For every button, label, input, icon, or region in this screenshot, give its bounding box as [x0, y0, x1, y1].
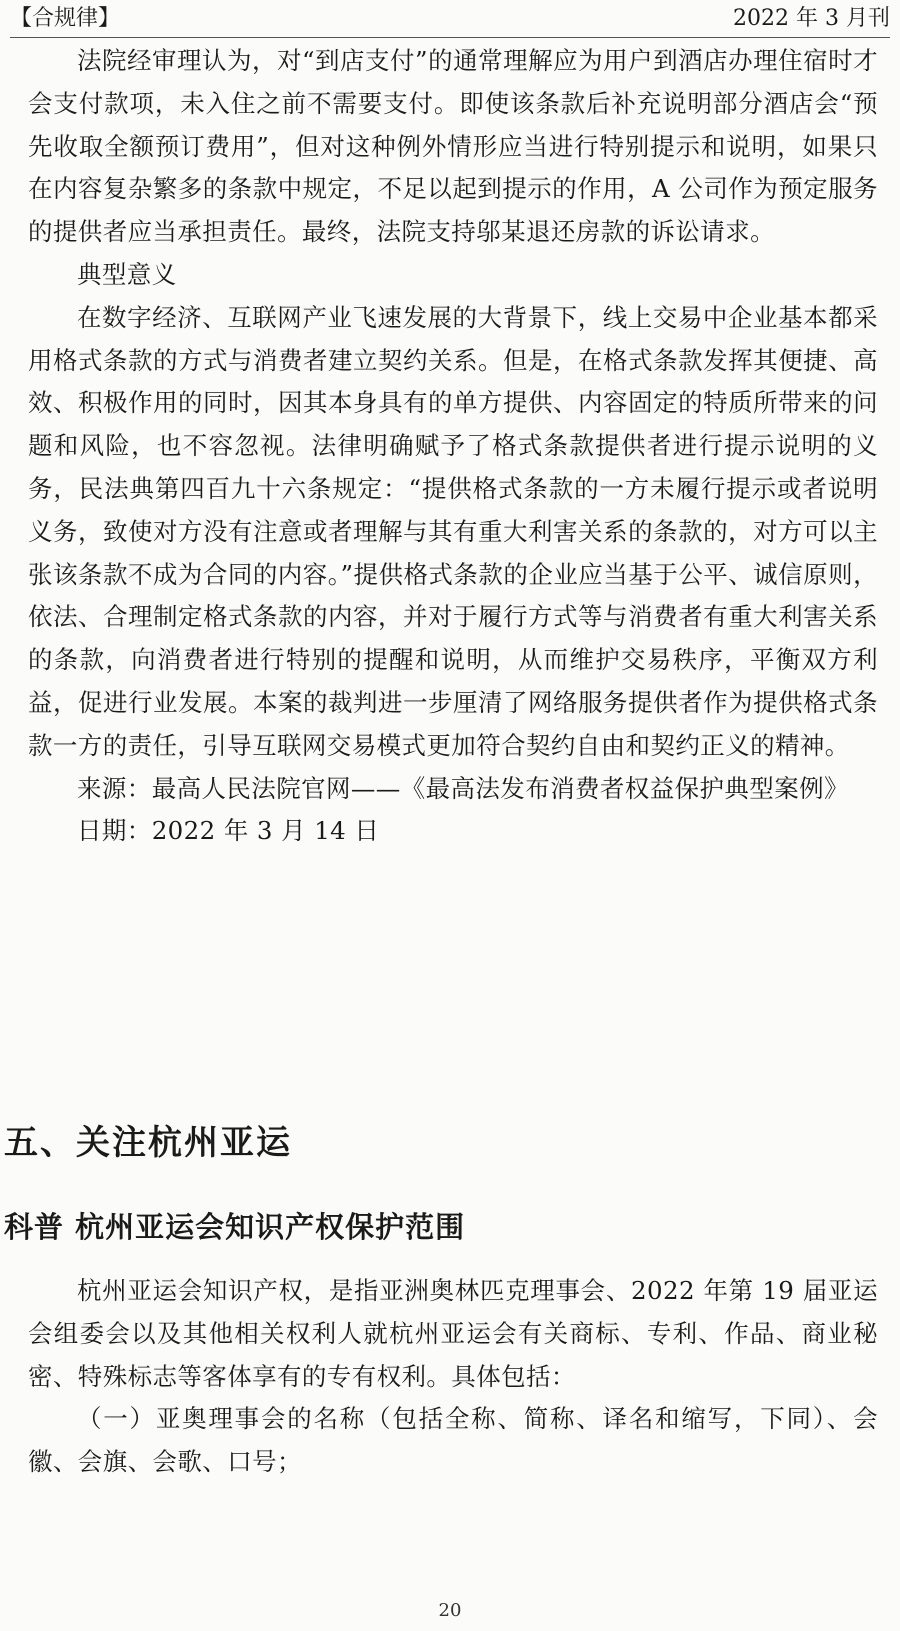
date-line: 日期：2022 年 3 月 14 日: [77, 816, 380, 846]
paragraph-court-ruling: 法院经审理认为，对“到店支付”的通常理解应为用户到酒店办理住宿时才会支付款项，未入住之前不需要支付。即使该条款后补充说明部分酒店会“预先收取全额预订费用”，但对这种例外情形应当进行特别提示和说明，如果只在内容复杂繁多的条款中规定，不足以起到提示的作用，A 公司作为预定服务的提供者应当承担责任。最终，法院支持邬某退还房款的诉讼请求。: [28, 46, 878, 247]
header-issue-date: 2022 年 3 月刊: [733, 6, 890, 31]
page-header: [10, 4, 890, 34]
article-title: 科普 杭州亚运会知识产权保护范围: [4, 1210, 466, 1244]
header-journal-name: 【合规律】: [10, 6, 121, 31]
list-item-1: （一）亚奥理事会的名称（包括全称、简称、译名和缩写，下同）、会徽、会旗、会歌、口号；: [28, 1404, 878, 1477]
body-block-case: [28, 40, 878, 853]
body-block-asian-games: [28, 1270, 878, 1484]
heading-typical-significance: 典型意义: [77, 259, 177, 289]
page-number: 20: [438, 1600, 462, 1621]
section-title: 五、关注杭州亚运: [4, 1123, 292, 1163]
source-line: 来源：最高人民法院官网——《最高法发布消费者权益保护典型案例》: [77, 773, 849, 803]
paragraph-significance: 在数字经济、互联网产业飞速发展的大背景下，线上交易中企业基本都采用格式条款的方式与消费者建立契约关系。但是，在格式条款发挥其便捷、高效、积极作用的同时，因其本身具有的单方提供、内容固定的特质所带来的问题和风险，也不容忽视。法律明确赋予了格式条款提供者进行提示说明的义务，民法典第四百九十六条规定：“提供格式条款的一方未履行提示或者说明义务，致使对方没有注意或者理解与其有重大利害关系的条款的，对方可以主张该条款不成为合同的内容。”提供格式条款的企业应当基于公平、诚信原则，依法、合理制定格式条款的内容，并对于履行方式等与消费者有重大利害关系的条款，向消费者进行特别的提醒和说明，从而维护交易秩序，平衡双方利益，促进行业发展。本案的裁判进一步厘清了网络服务提供者作为提供格式条款一方的责任，引导互联网交易模式更加符合契约自由和契约正义的精神。: [28, 302, 878, 760]
header-rule: [10, 37, 890, 38]
paragraph-ip-definition: 杭州亚运会知识产权，是指亚洲奥林匹克理事会、2022 年第 19 届亚运会组委会以及其他相关权利人就杭州亚运会有关商标、专利、作品、商业秘密、特殊标志等客体享有的专有权利。具体包括：: [28, 1276, 878, 1391]
